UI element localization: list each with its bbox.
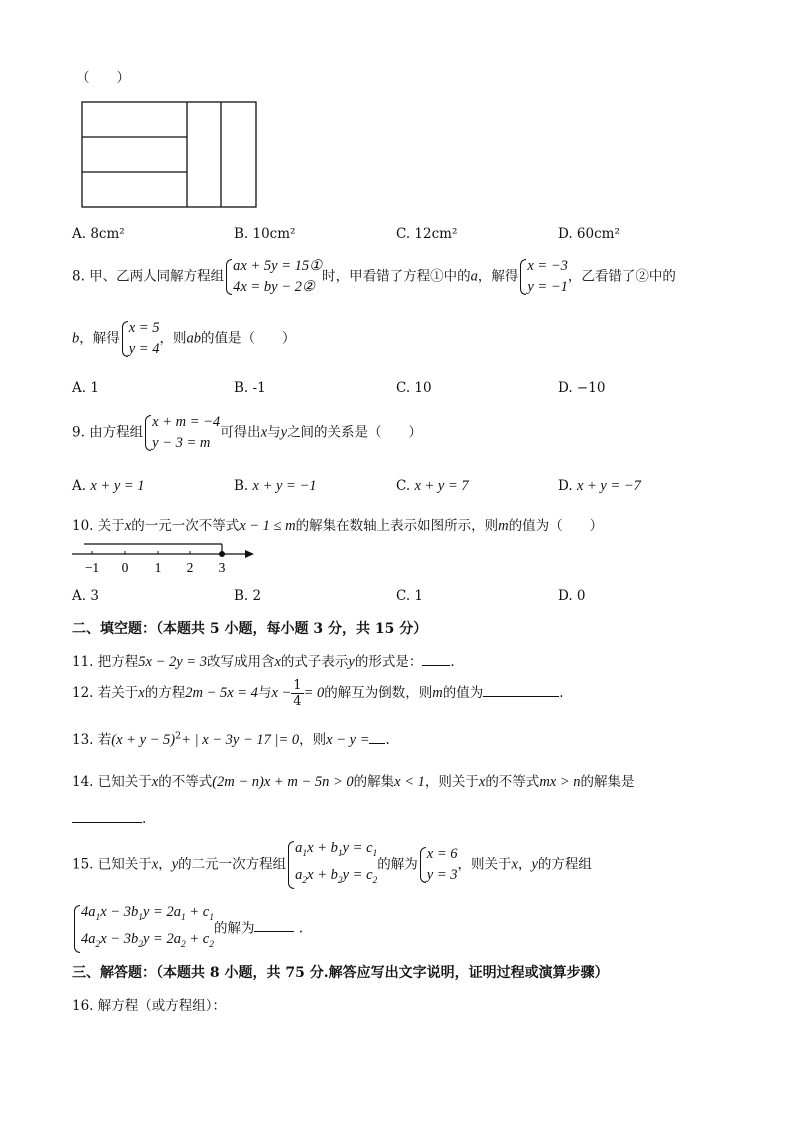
- q14-line1: [72, 770, 635, 791]
- q13-line: [72, 728, 390, 749]
- q8-eq1: ax + 5y = 15①: [233, 258, 323, 274]
- q8-sol2-x: x = 5: [128, 320, 160, 336]
- q15-sys2-eq1: $4a_1x - 3b_1y = 2a_1 + c_1$: [81, 904, 214, 923]
- q7-option-b[interactable]: B. 10cm²: [234, 226, 296, 242]
- q12-answer-blank[interactable]: [483, 682, 559, 697]
- q11-line: [72, 650, 455, 671]
- q8-mid4: ，解得: [79, 330, 120, 347]
- q9-option-d-label: D.: [558, 478, 573, 494]
- q8-var-b: b: [72, 330, 80, 347]
- q9-mid: 可得出: [220, 424, 261, 441]
- q8-option-c[interactable]: C. 10: [396, 380, 432, 396]
- q12-fraction: [291, 678, 303, 709]
- q15-answer-blank[interactable]: [254, 917, 294, 932]
- q13-answer-blank[interactable]: [369, 729, 385, 744]
- q13-eq-a: (x + y − 5): [111, 732, 176, 748]
- q15-y: y: [171, 856, 179, 873]
- q12-line: [72, 678, 564, 709]
- q14-ineq: (2m − n)x + m − 5n > 0: [212, 774, 354, 790]
- q15-mid2: 的解为: [377, 856, 418, 873]
- q10-option-c[interactable]: C. 1: [396, 588, 424, 604]
- q12-end: 的值为: [442, 685, 484, 701]
- q16-line: 16. 解方程（或方程组）：: [72, 998, 227, 1014]
- q12-mid2: 的解互为倒数，则: [324, 685, 433, 701]
- q10-x: x: [124, 518, 132, 534]
- q8-option-b[interactable]: B. -1: [234, 380, 266, 396]
- q11-mid: 改写成用含: [206, 654, 275, 670]
- q12-prefix: 12. 若关于: [72, 685, 139, 701]
- q12-period: .: [559, 685, 564, 701]
- q12-eq2-b: = 0: [303, 685, 325, 701]
- q12-m: m: [432, 685, 443, 701]
- q15-system2: [72, 902, 214, 956]
- q10-tick-label: −1: [84, 560, 100, 575]
- q14-line2: [72, 808, 146, 827]
- q14-ineq2: mx > n: [539, 774, 581, 790]
- q10-number-line: [70, 538, 260, 576]
- q15-sys1-eq1: $a_1x + b_1y = c_1$: [295, 840, 378, 859]
- q15-system1: [286, 838, 377, 892]
- q10-ineq: x − 1 ≤ m: [239, 518, 296, 534]
- q9-option-a[interactable]: [72, 478, 145, 495]
- q9-system: [143, 412, 220, 454]
- q8-line1: [72, 256, 676, 298]
- q14-mid3: ，则关于: [424, 774, 479, 790]
- q10-tick-label: 0: [121, 560, 129, 575]
- q12-eq1: 2m − 5x = 4: [185, 685, 258, 701]
- q15-comma2: ，: [517, 856, 532, 873]
- q8-mid2: ，解得: [477, 268, 519, 285]
- q10-m: m: [498, 518, 509, 534]
- q9-option-b[interactable]: [234, 478, 317, 495]
- q11-eq: 5x − 2y = 3: [138, 654, 207, 670]
- q8-sol1-x: x = −3: [527, 258, 568, 274]
- q15-sys1-eq2: $a_2x + b_2y = c_2$: [295, 866, 378, 886]
- q8-tail: ，则: [159, 330, 187, 347]
- q10-tick-label: 2: [186, 560, 194, 575]
- q15-sol-y: y = 3: [426, 866, 458, 883]
- q11-y: y: [348, 654, 355, 670]
- q9-line: [72, 412, 422, 454]
- q14-mid2: 的解集: [353, 774, 395, 790]
- q11-prefix: 11. 把方程: [72, 654, 139, 670]
- q8-eq2: 4x = by − 2②: [233, 279, 315, 295]
- q7-paren: （ ）: [76, 70, 130, 86]
- q10-tick-label: 3: [218, 560, 226, 575]
- q10-mid2: 的解集在数轴上表示如图所示，则: [295, 518, 499, 534]
- q9-x: x: [260, 424, 268, 441]
- q9-option-d-expr: x + y = −7: [576, 478, 641, 494]
- q10-tick-label: 1: [154, 560, 162, 575]
- q14-period: .: [142, 811, 147, 827]
- q15-x2: x: [511, 856, 518, 873]
- q9-prefix: 9. 由方程组: [72, 424, 144, 441]
- q11-period: .: [450, 654, 455, 670]
- q14-sol: x < 1: [394, 774, 425, 790]
- q9-option-c-label: C.: [396, 478, 411, 494]
- q15-end: 的方程组: [537, 856, 592, 873]
- q15-y2: y: [531, 856, 538, 873]
- q15-period: .: [298, 920, 304, 937]
- q15-mid: 的二元一次方程组: [178, 856, 287, 873]
- q10-solid-dot: [219, 551, 225, 557]
- q14-end: 的解集是: [580, 774, 635, 790]
- q14-answer-blank[interactable]: [72, 808, 142, 823]
- q15-solution: [418, 844, 458, 886]
- q12-mid: 的方程: [144, 685, 186, 701]
- q8-solution2: [120, 318, 160, 360]
- q12-fraction-num: 1: [293, 678, 302, 693]
- q9-option-a-expr: x + y = 1: [90, 478, 145, 494]
- q12-eq2-a: x −: [271, 685, 292, 701]
- q11-end: 的形式是：: [354, 654, 423, 670]
- q10-option-d[interactable]: D. 0: [558, 588, 586, 604]
- q8-solution1: [518, 256, 568, 298]
- q8-option-a[interactable]: A. 1: [72, 380, 99, 396]
- q15-line1: [72, 838, 592, 892]
- q14-mid: 的不等式: [158, 774, 213, 790]
- q13-exp: 2: [175, 730, 182, 742]
- q14-mid4: 的不等式: [485, 774, 540, 790]
- q11-x: x: [274, 654, 281, 670]
- q7-rectangle-figure: [80, 100, 260, 210]
- q9-y: y: [280, 424, 288, 441]
- q8-end: 的值是（ ）: [200, 330, 296, 347]
- q9-eq1: x + m = −4: [152, 414, 221, 430]
- q9-eq2: y − 3 = m: [152, 435, 211, 451]
- section-2-heading: 二、填空题：（本题共 5 小题，每小题 3 分，共 15 分）: [72, 621, 428, 637]
- q12-fraction-den: 4: [293, 694, 302, 709]
- q9-option-d[interactable]: [558, 478, 641, 495]
- q15-sys2-eq2: $4a_2x - 3b_2y = 2a_2 + c_2$: [81, 930, 214, 950]
- q8-expr: ab: [186, 330, 201, 347]
- q9-and: 与: [267, 424, 281, 441]
- q10-arrow-icon: [245, 550, 254, 558]
- q13-period: .: [385, 732, 390, 748]
- q13-prefix: 13. 若: [72, 732, 112, 748]
- q12-x: x: [138, 685, 145, 701]
- q11-mid2: 的式子表示: [280, 654, 349, 670]
- q15-comma: ，: [158, 856, 172, 873]
- q14-prefix: 14. 已知关于: [72, 774, 152, 790]
- q10-option-a[interactable]: A. 3: [72, 588, 99, 604]
- q15-result: 的解为: [213, 920, 255, 937]
- q13-expr: x − y =: [326, 732, 370, 748]
- q14-x2: x: [478, 774, 486, 790]
- q11-answer-blank[interactable]: [422, 651, 450, 666]
- q15-line2: [72, 902, 303, 956]
- q10-mid: 的一元一次不等式: [131, 518, 240, 534]
- q10-option-b[interactable]: B. 2: [234, 588, 262, 604]
- q13-eq-b: + | x − 3y − 17 |= 0: [181, 732, 300, 748]
- q9-option-b-label: B.: [234, 478, 249, 494]
- q10-prefix: 10. 关于: [72, 518, 125, 534]
- q9-option-c[interactable]: [396, 478, 469, 495]
- q8-mid3: ，乙看错了②中的: [567, 268, 676, 285]
- q8-mid1: 时，甲看错了方程①中的: [322, 268, 471, 285]
- q10-line: [72, 514, 603, 535]
- q8-system: [224, 256, 322, 298]
- q15-prefix: 15. 已知关于: [72, 856, 152, 873]
- q9-option-a-label: A.: [72, 478, 87, 494]
- q7-option-d[interactable]: D. 60cm²: [558, 226, 620, 242]
- q13-mid: ，则: [299, 732, 327, 748]
- q10-end: 的值为（ ）: [508, 518, 604, 534]
- q8-sol1-y: y = −1: [527, 279, 568, 295]
- q9-option-b-expr: x + y = −1: [252, 478, 317, 494]
- q8-option-d[interactable]: D. −10: [558, 380, 606, 396]
- q8-prefix: 8. 甲、乙两人同解方程组: [72, 268, 225, 285]
- q8-var-a: a: [470, 268, 478, 285]
- q14-x: x: [151, 774, 159, 790]
- q15-sol-x: x = 6: [426, 845, 458, 862]
- q8-line2: [72, 318, 295, 360]
- q7-option-a[interactable]: A. 8cm²: [72, 226, 125, 242]
- q9-end: 之间的关系是（ ）: [287, 424, 423, 441]
- q12-and: 与: [257, 685, 272, 701]
- section-3-heading: 三、解答题：（本题共 8 小题，共 75 分.解答应写出文字说明，证明过程或演算步骤）: [72, 965, 609, 981]
- q15-mid3: ，则关于: [457, 856, 512, 873]
- q9-option-c-expr: x + y = 7: [414, 478, 469, 494]
- q15-x: x: [151, 856, 159, 873]
- q8-sol2-y: y = 4: [128, 341, 160, 357]
- q7-option-c[interactable]: C. 12cm²: [396, 226, 458, 242]
